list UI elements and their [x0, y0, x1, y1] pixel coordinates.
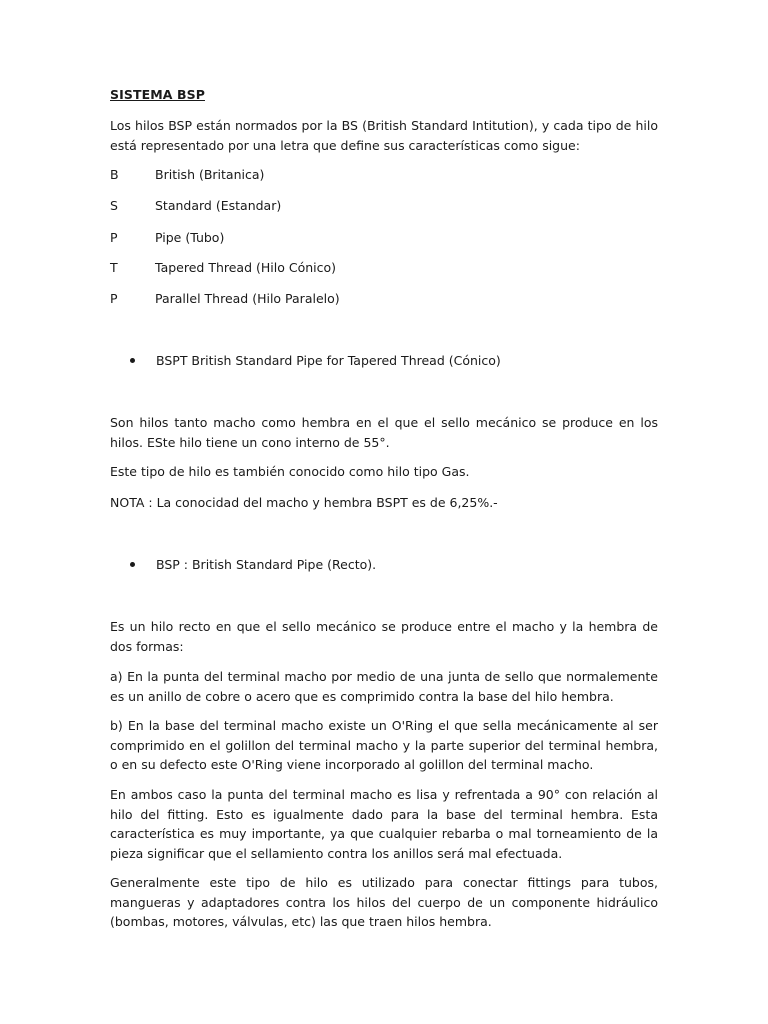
bspt-paragraph-2: Este tipo de hilo es también conocido como hilo tipo Gas.	[110, 464, 470, 479]
definition-letter: S	[110, 198, 118, 213]
bsp-paragraph-2: a) En la punta del terminal macho por medio de una junta de sello que normalemente es un anillo de cobre o acero que es comprimido contra la base del hilo hembra.	[110, 669, 658, 704]
definition-text: Pipe (Tubo)	[155, 230, 225, 245]
definition-text: British (Britanica)	[155, 167, 265, 182]
intro-paragraph: Los hilos BSP están normados por la BS (British Standard Intitution), y cada tipo de hilo está representado por una letra que define sus características como sigue:	[110, 118, 658, 153]
bsp-paragraph-1: Es un hilo recto en que el sello mecánico se produce entre el macho y la hembra de dos formas:	[110, 619, 658, 654]
definition-letter: B	[110, 167, 119, 182]
definition-text: Standard (Estandar)	[155, 198, 282, 213]
bullet-dot-icon	[130, 562, 135, 567]
bullet-dot-icon	[130, 358, 135, 363]
bullet-text: BSP : British Standard Pipe (Recto).	[156, 557, 377, 572]
definition-text: Tapered Thread (Hilo Cónico)	[155, 260, 337, 275]
bsp-paragraph-5: Generalmente este tipo de hilo es utilizado para conectar fittings para tubos, mangueras y adaptadores contra los hilos del cuerpo de un componente hidráulico (bombas, motores, válvulas, etc) las que traen hilos hembra.	[110, 875, 658, 929]
definition-letter: T	[110, 260, 118, 275]
bullet-text: BSPT British Standard Pipe for Tapered Thread (Cónico)	[156, 353, 501, 368]
bsp-paragraph-4: En ambos caso la punta del terminal macho es lisa y refrentada a 90° con relación al hilo del fitting. Esto es igualmente dado para la base del terminal hembra. Esta característica es muy importante, ya que cualquier rebarba o mal torneamiento de la pieza significar que el sellamiento contra los anillos será mal efectuada.	[110, 787, 658, 861]
definition-text: Parallel Thread (Hilo Paralelo)	[155, 291, 340, 306]
bspt-note: NOTA : La conocidad del macho y hembra BSPT es de 6,25%.-	[110, 495, 498, 510]
bspt-paragraph-1: Son hilos tanto macho como hembra en el que el sello mecánico se produce en los hilos. ESte hilo tiene un cono interno de 55°.	[110, 415, 658, 450]
document-title: SISTEMA BSP	[110, 87, 205, 102]
bsp-paragraph-3: b) En la base del terminal macho existe un O'Ring el que sella mecánicamente al ser comprimido en el golillon del terminal macho y la parte superior del terminal hembra, o en su defecto este O'Ring viene incorporado al golillon del terminal macho.	[110, 718, 658, 772]
definition-letter: P	[110, 291, 118, 306]
definition-letter: P	[110, 230, 118, 245]
